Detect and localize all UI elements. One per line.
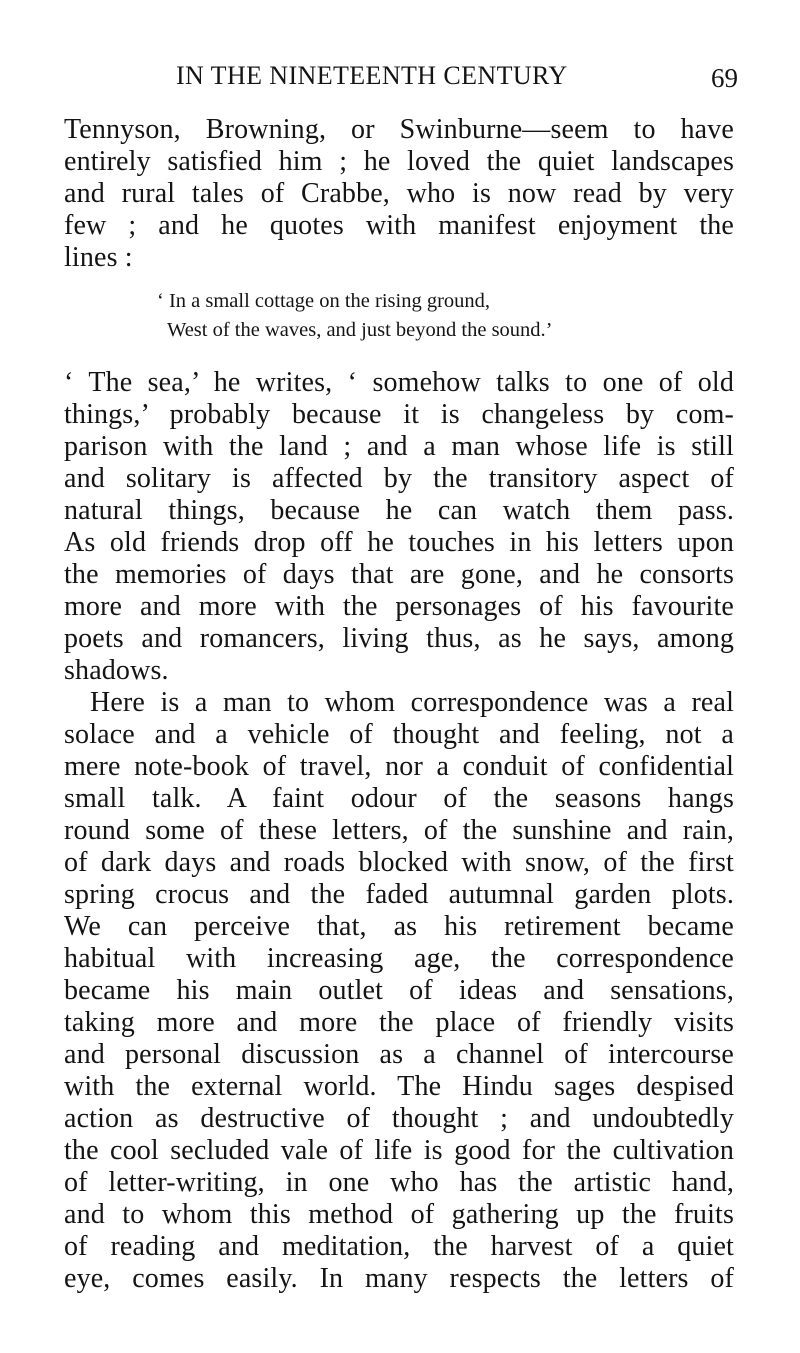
quote-line: West of the waves, and just beyond the sound.’ xyxy=(167,319,553,341)
text-line: the cool secluded vale of life is good for the cultivation xyxy=(64,1135,734,1166)
text-line: things,’ probably because it is changeless by com- xyxy=(64,399,734,430)
page-number: 69 xyxy=(711,63,738,93)
text-line: entirely satisfied him ; he loved the quiet landscapes xyxy=(64,146,734,177)
text-line: lines : xyxy=(64,242,133,273)
running-head xyxy=(0,58,800,94)
text-line: Here is a man to whom correspondence was a real xyxy=(90,687,734,718)
text-line: and personal discussion as a channel of intercourse xyxy=(64,1039,734,1070)
text-line: As old friends drop off he touches in his letters upon xyxy=(64,527,734,558)
text-line: small talk. A faint odour of the seasons hangs xyxy=(64,783,734,814)
text-line: few ; and he quotes with manifest enjoyment the xyxy=(64,210,734,241)
paragraph-2 xyxy=(64,367,734,687)
text-line: with the external world. The Hindu sages despised xyxy=(64,1071,734,1102)
text-line: shadows. xyxy=(64,655,169,686)
text-line: of dark days and roads blocked with snow, of the first xyxy=(64,847,734,878)
text-line: We can perceive that, as his retirement became xyxy=(64,911,734,942)
text-line: spring crocus and the faded autumnal garden plots. xyxy=(64,879,734,910)
text-line: poets and romancers, living thus, as he says, among xyxy=(64,623,734,654)
text-line: solace and a vehicle of thought and feeling, not a xyxy=(64,719,734,750)
text-line: round some of these letters, of the sunshine and rain, xyxy=(64,815,734,846)
text-line: natural things, because he can watch them pass. xyxy=(64,495,734,526)
text-line: and solitary is affected by the transitory aspect of xyxy=(64,463,734,494)
text-line: action as destructive of thought ; and undoubtedly xyxy=(64,1103,734,1134)
paragraph-1 xyxy=(64,114,734,274)
text-line: parison with the land ; and a man whose life is still xyxy=(64,431,734,462)
quote-line: ‘ In a small cottage on the rising ground, xyxy=(157,290,491,312)
text-line: ‘ The sea,’ he writes, ‘ somehow talks to one of old xyxy=(64,367,734,398)
text-line: the memories of days that are gone, and he consorts xyxy=(64,559,734,590)
running-title: IN THE NINETEENTH CENTURY xyxy=(176,61,568,90)
text-line: became his main outlet of ideas and sensations, xyxy=(64,975,734,1006)
paragraph-3 xyxy=(64,687,734,1295)
text-line: taking more and more the place of friendly visits xyxy=(64,1007,734,1038)
text-line: more and more with the personages of his favourite xyxy=(64,591,734,622)
text-line: of letter-writing, in one who has the artistic hand, xyxy=(64,1167,734,1198)
text-line: mere note-book of travel, nor a conduit of confidential xyxy=(64,751,734,782)
text-line: Tennyson, Browning, or Swinburne—seem to have xyxy=(64,114,734,145)
text-line: habitual with increasing age, the correspondence xyxy=(64,943,734,974)
text-line: of reading and meditation, the harvest of a quiet xyxy=(64,1231,734,1262)
text-line: and rural tales of Crabbe, who is now read by very xyxy=(64,178,734,209)
text-line: eye, comes easily. In many respects the letters of xyxy=(64,1263,734,1294)
text-line: and to whom this method of gathering up the fruits xyxy=(64,1199,734,1230)
verse-quotation xyxy=(157,287,717,345)
